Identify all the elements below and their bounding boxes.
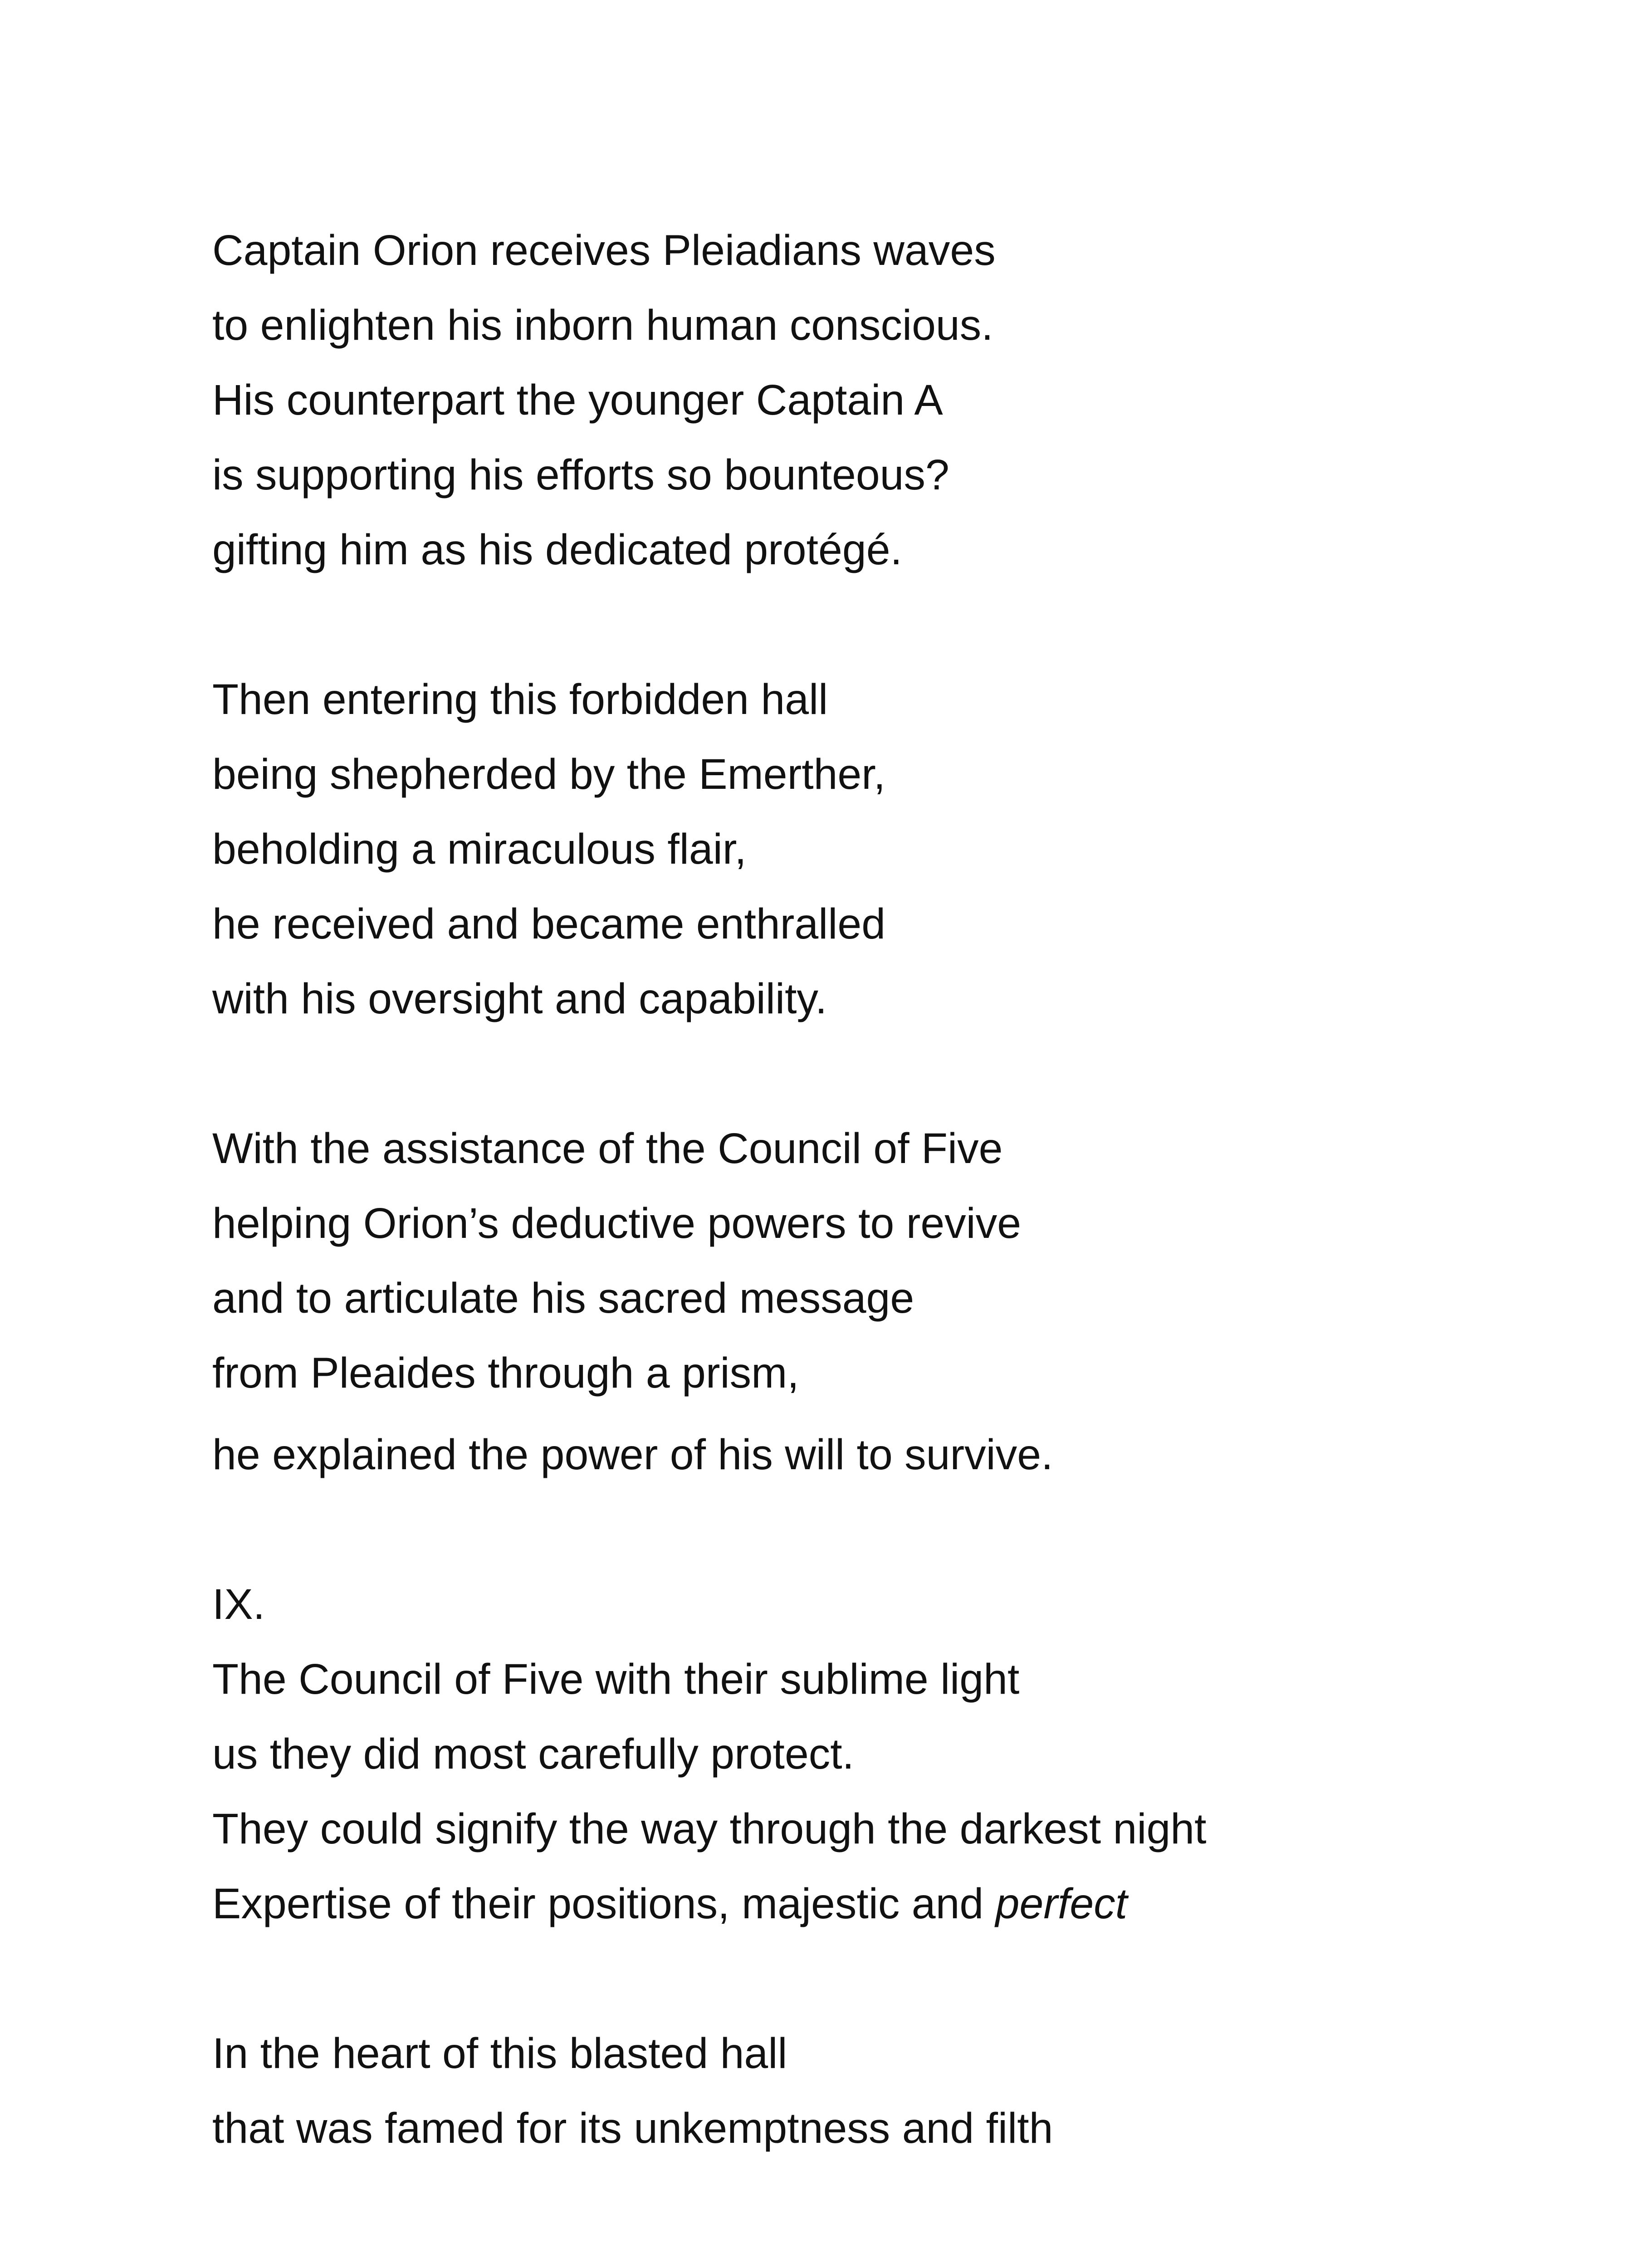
poem-line-with-italic [212, 1867, 1573, 1941]
italic-word: perfect [995, 1880, 1128, 1928]
stanza-3 [212, 1111, 1573, 1492]
poem-line: us they did most carefully protect. [212, 1730, 855, 1778]
poem-line: His counterpart the younger Captain A [212, 376, 943, 424]
poem-line: and to articulate his sacred message [212, 1274, 914, 1322]
poem-line: With the assistance of the Council of Five [212, 1124, 1003, 1173]
poem-line: from Pleaides through a prism, [212, 1349, 799, 1397]
stanza-1 [212, 213, 1573, 587]
section-heading: IX. [212, 1580, 265, 1628]
poem-line: gifting him as his dedicated protégé. [212, 526, 902, 574]
stanza-5 [212, 2016, 1573, 2166]
poem-line: he received and became enthralled [212, 900, 886, 948]
stanza-4 [212, 1642, 1573, 1941]
poem-line: Captain Orion receives Pleiadians waves [212, 226, 996, 274]
poem-line: helping Orion’s deductive powers to revive [212, 1199, 1022, 1247]
poem-line: In the heart of this blasted hall [212, 2029, 787, 2077]
poem-line: with his oversight and capability. [212, 975, 827, 1023]
poem-line: Then entering this forbidden hall [212, 675, 828, 723]
poem-line: beholding a miraculous flair, [212, 825, 747, 873]
poem-line: The Council of Five with their sublime light [212, 1655, 1020, 1703]
poem-line: that was famed for its unkemptness and filth [212, 2104, 1053, 2152]
poem-line: They could signify the way through the darkest night [212, 1805, 1207, 1853]
poem-line: is supporting his efforts so bounteous? [212, 451, 949, 499]
poem-line-text: Expertise of their positions, majestic and [212, 1880, 996, 1928]
poem-body [212, 213, 1573, 2166]
stanza-2 [212, 662, 1573, 1036]
poem-line: being shepherded by the Emerther, [212, 750, 886, 798]
poem-line: he explained the power of his will to survive. [212, 1431, 1053, 1479]
poem-line: to enlighten his inborn human conscious. [212, 301, 993, 349]
